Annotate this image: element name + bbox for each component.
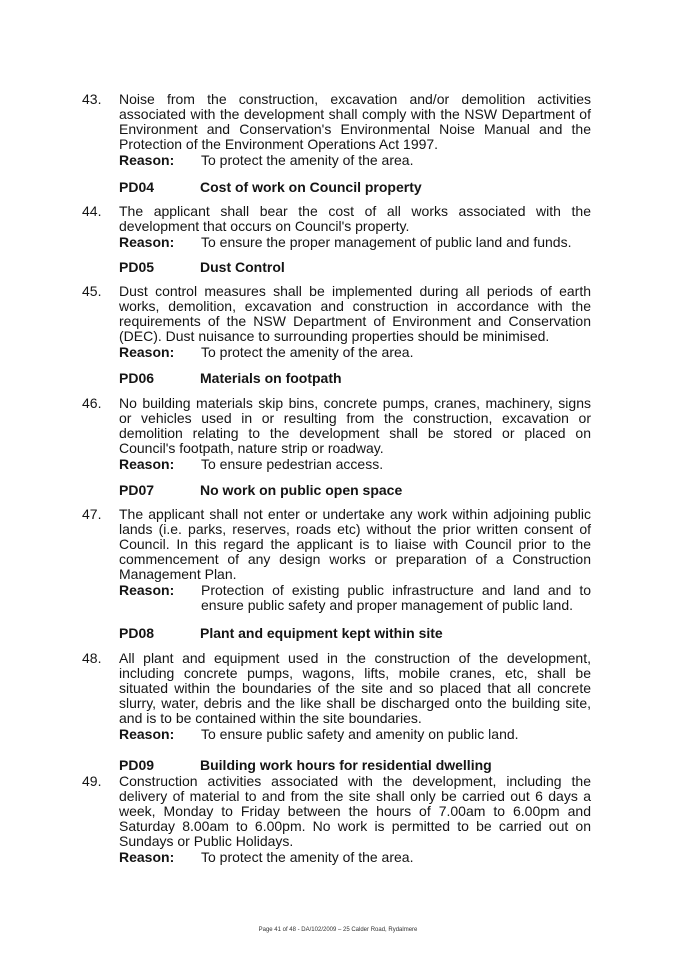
reason-text: To ensure the proper management of public land and funds. <box>201 234 572 250</box>
reason-text: Protection of existing public infrastructure and land and to ensure public safety and proper management of public land. <box>201 582 591 613</box>
condition-body <box>119 396 591 472</box>
condition-reason <box>119 850 591 865</box>
section-code: PD09 <box>119 757 155 773</box>
condition-body <box>119 284 591 360</box>
reason-label: Reason: <box>119 582 175 598</box>
section-title: Dust Control <box>200 259 285 275</box>
condition-reason <box>119 153 591 168</box>
condition-reason <box>119 345 591 360</box>
section-code: PD04 <box>119 179 155 195</box>
reason-label: Reason: <box>119 234 175 250</box>
condition-number: 46. <box>82 395 102 411</box>
section-title: Materials on footpath <box>200 370 342 386</box>
condition-number: 45. <box>82 283 102 299</box>
condition-body <box>119 92 591 168</box>
condition-text: Construction activities associated with the development, including the delivery of material to and from the site shall only be carried out 6 days a week, Monday to Friday between the hours of 7.00am to 6.00pm and Saturday 8.00am to 6.00pm. No work is permitted to be carried out on Sundays or Public Holidays. <box>119 773 591 849</box>
page-footer: Page 41 of 48 - DA/102/2009 – 25 Calder Road, Rydalmere <box>258 927 418 933</box>
section-code: PD08 <box>119 625 155 641</box>
condition-text: Dust control measures shall be implemented during all periods of earth works, demolition, excavation and construction in accordance with the requirements of the NSW Department of Environment and Conservation (DEC). Dust nuisance to surrounding properties should be minimised. <box>119 283 591 344</box>
section-heading <box>119 259 285 275</box>
section-title: No work on public open space <box>200 482 403 498</box>
reason-label: Reason: <box>119 152 175 168</box>
condition-number: 49. <box>82 773 102 789</box>
reason-text: To protect the amenity of the area. <box>201 849 414 865</box>
condition-reason <box>119 235 591 250</box>
condition-reason <box>119 457 591 472</box>
section-code: PD06 <box>119 370 155 386</box>
condition-body <box>119 651 591 742</box>
section-heading <box>119 370 342 386</box>
condition-reason <box>119 583 591 613</box>
condition-number: 44. <box>82 203 102 219</box>
condition-text: Noise from the construction, excavation and/or demolition activities associated with the development shall comply with the NSW Department of Environment and Conservation's Environmental Noise Manual and the Protection of the Environment Operations Act 1997. <box>119 91 591 152</box>
reason-text: To ensure public safety and amenity on public land. <box>201 726 519 742</box>
condition-text: The applicant shall bear the cost of all works associated with the development that occurs on Council's property. <box>119 203 591 234</box>
section-heading <box>119 482 402 498</box>
reason-text: To protect the amenity of the area. <box>201 152 414 168</box>
condition-text: No building materials skip bins, concrete pumps, cranes, machinery, signs or vehicles used in or resulting from the construction, excavation or demolition relating to the development shall be stored or placed on Council's footpath, nature strip or roadway. <box>119 395 591 456</box>
condition-body <box>119 774 591 865</box>
section-title: Building work hours for residential dwelling <box>200 757 492 773</box>
reason-text: To ensure pedestrian access. <box>201 456 384 472</box>
section-heading <box>119 757 492 773</box>
reason-label: Reason: <box>119 849 175 865</box>
reason-label: Reason: <box>119 726 175 742</box>
section-code: PD07 <box>119 482 155 498</box>
condition-number: 48. <box>82 650 102 666</box>
condition-body <box>119 507 591 613</box>
reason-label: Reason: <box>119 344 175 360</box>
section-title: Plant and equipment kept within site <box>200 625 443 641</box>
section-title: Cost of work on Council property <box>200 179 422 195</box>
condition-body <box>119 204 591 250</box>
condition-number: 43. <box>82 91 102 107</box>
condition-text: The applicant shall not enter or undertake any work within adjoining public lands (i.e. parks, reserves, roads etc) without the prior written consent of Council. In this regard the applicant is to liaise with Council prior to the commencement of any design works or preparation of a Construction Management Plan. <box>119 506 591 582</box>
section-code: PD05 <box>119 259 155 275</box>
reason-text: To protect the amenity of the area. <box>201 344 414 360</box>
condition-number: 47. <box>82 506 102 522</box>
condition-reason <box>119 727 591 742</box>
reason-label: Reason: <box>119 456 175 472</box>
section-heading <box>119 625 443 641</box>
section-heading <box>119 179 422 195</box>
condition-text: All plant and equipment used in the construction of the development, including concrete pumps, wagons, lifts, mobile cranes, etc, shall be situated within the boundaries of the site and so placed that all concrete slurry, water, debris and the like shall be discharged onto the building site, and is to be contained within the site boundaries. <box>119 650 591 726</box>
